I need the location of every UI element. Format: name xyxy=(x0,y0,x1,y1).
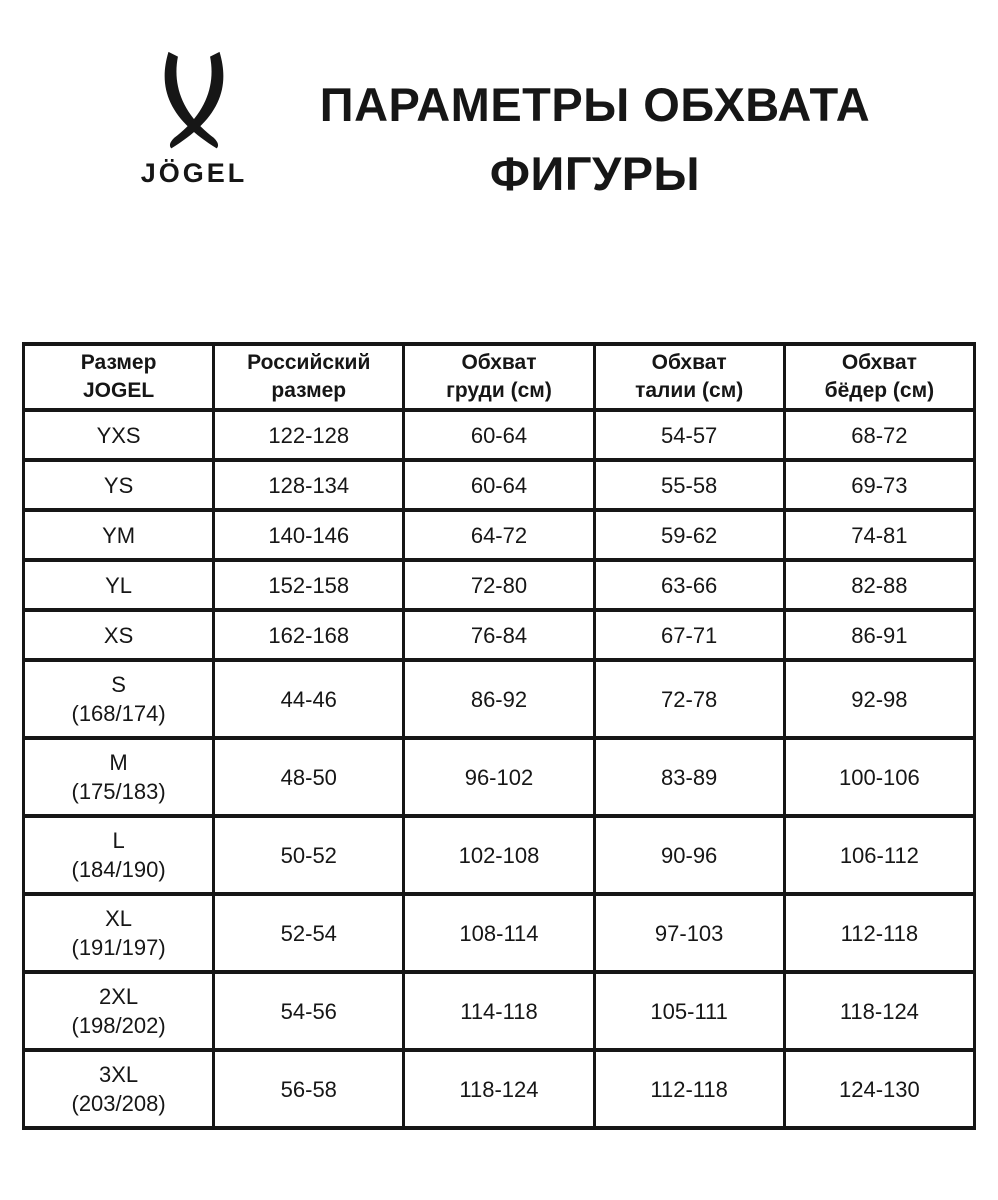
cell-jogel-size xyxy=(24,410,214,460)
cell-chest: 86-92 xyxy=(404,660,594,738)
column-header-line: бёдер (см) xyxy=(824,379,935,402)
column-header-line: талии (см) xyxy=(635,379,744,402)
table-header-row xyxy=(24,344,975,410)
cell-hips: 100-106 xyxy=(784,738,974,816)
column-header-line: Обхват xyxy=(651,351,727,374)
cell-chest: 64-72 xyxy=(404,510,594,560)
size-height-note: (191/197) xyxy=(71,935,166,960)
cell-hips: 86-91 xyxy=(784,610,974,660)
cell-waist: 67-71 xyxy=(594,610,784,660)
table-row xyxy=(24,894,975,972)
cell-jogel-size xyxy=(24,560,214,610)
cell-hips: 124-130 xyxy=(784,1050,974,1128)
cell-russian-size: 128-134 xyxy=(214,460,404,510)
cell-jogel-size xyxy=(24,816,214,894)
cell-waist: 55-58 xyxy=(594,460,784,510)
size-label: YS xyxy=(103,472,134,498)
size-label: YXS xyxy=(96,422,141,448)
cell-russian-size: 50-52 xyxy=(214,816,404,894)
cell-russian-size: 54-56 xyxy=(214,972,404,1050)
cell-russian-size: 140-146 xyxy=(214,510,404,560)
cell-jogel-size xyxy=(24,1050,214,1128)
cell-hips: 82-88 xyxy=(784,560,974,610)
cell-chest: 76-84 xyxy=(404,610,594,660)
column-header-line: JOGEL xyxy=(83,379,155,402)
column-header-line: Российский xyxy=(247,351,371,374)
cell-waist: 90-96 xyxy=(594,816,784,894)
table-row xyxy=(24,1050,975,1128)
table-row xyxy=(24,410,975,460)
size-label: XS xyxy=(103,622,134,648)
cell-chest: 114-118 xyxy=(404,972,594,1050)
page-title xyxy=(192,70,998,208)
size-label: L xyxy=(112,828,125,853)
column-header-line: Размер xyxy=(80,351,157,374)
cell-hips: 112-118 xyxy=(784,894,974,972)
cell-jogel-size xyxy=(24,972,214,1050)
table-row xyxy=(24,460,975,510)
cell-chest: 96-102 xyxy=(404,738,594,816)
cell-jogel-size xyxy=(24,610,214,660)
cell-chest: 102-108 xyxy=(404,816,594,894)
page-title-line2: ФИГУРЫ xyxy=(489,147,701,200)
cell-waist: 105-111 xyxy=(594,972,784,1050)
cell-russian-size: 52-54 xyxy=(214,894,404,972)
cell-chest: 108-114 xyxy=(404,894,594,972)
cell-jogel-size xyxy=(24,738,214,816)
table-row xyxy=(24,610,975,660)
size-height-note: (168/174) xyxy=(71,701,166,726)
size-label: S xyxy=(111,672,126,697)
cell-waist: 83-89 xyxy=(594,738,784,816)
cell-waist: 59-62 xyxy=(594,510,784,560)
table-row xyxy=(24,560,975,610)
size-height-note: (175/183) xyxy=(71,779,166,804)
cell-hips: 118-124 xyxy=(784,972,974,1050)
cell-hips: 68-72 xyxy=(784,410,974,460)
size-label: 2XL xyxy=(99,984,139,1009)
table-row xyxy=(24,738,975,816)
cell-chest: 118-124 xyxy=(404,1050,594,1128)
cell-jogel-size xyxy=(24,894,214,972)
table-row xyxy=(24,510,975,560)
size-height-note: (203/208) xyxy=(71,1091,166,1116)
table-row xyxy=(24,972,975,1050)
column-header-chest xyxy=(404,344,594,410)
cell-waist: 97-103 xyxy=(594,894,784,972)
cell-waist: 112-118 xyxy=(594,1050,784,1128)
table-row xyxy=(24,660,975,738)
brand-logo-text: JÖGEL xyxy=(140,158,248,188)
cell-chest: 60-64 xyxy=(404,460,594,510)
size-height-note: (184/190) xyxy=(71,857,166,882)
cell-russian-size: 56-58 xyxy=(214,1050,404,1128)
cell-chest: 72-80 xyxy=(404,560,594,610)
cell-russian-size: 44-46 xyxy=(214,660,404,738)
cell-waist: 63-66 xyxy=(594,560,784,610)
column-header-line: Обхват xyxy=(461,351,537,374)
cell-russian-size: 48-50 xyxy=(214,738,404,816)
size-label: 3XL xyxy=(99,1062,139,1087)
cell-russian-size: 162-168 xyxy=(214,610,404,660)
size-label: XL xyxy=(105,906,133,931)
cell-waist: 72-78 xyxy=(594,660,784,738)
cell-waist: 54-57 xyxy=(594,410,784,460)
column-header-line: размер xyxy=(271,379,347,402)
cell-jogel-size xyxy=(24,510,214,560)
size-label: M xyxy=(109,750,128,775)
column-header-russian-size xyxy=(214,344,404,410)
page-title-line1: ПАРАМЕТРЫ ОБХВАТА xyxy=(319,78,871,131)
column-header-jogel-size xyxy=(24,344,214,410)
cell-russian-size: 122-128 xyxy=(214,410,404,460)
column-header-hips xyxy=(784,344,974,410)
column-header-waist xyxy=(594,344,784,410)
cell-jogel-size xyxy=(24,660,214,738)
cell-chest: 60-64 xyxy=(404,410,594,460)
table-row xyxy=(24,816,975,894)
cell-hips: 69-73 xyxy=(784,460,974,510)
cell-hips: 106-112 xyxy=(784,816,974,894)
size-label: YM xyxy=(102,522,136,548)
cell-russian-size: 152-158 xyxy=(214,560,404,610)
size-label: YL xyxy=(105,572,133,598)
cell-hips: 74-81 xyxy=(784,510,974,560)
column-header-line: груди (см) xyxy=(446,379,552,402)
column-header-line: Обхват xyxy=(841,351,917,374)
size-height-note: (198/202) xyxy=(71,1013,166,1038)
cell-jogel-size xyxy=(24,460,214,510)
cell-hips: 92-98 xyxy=(784,660,974,738)
size-table xyxy=(22,342,976,1130)
